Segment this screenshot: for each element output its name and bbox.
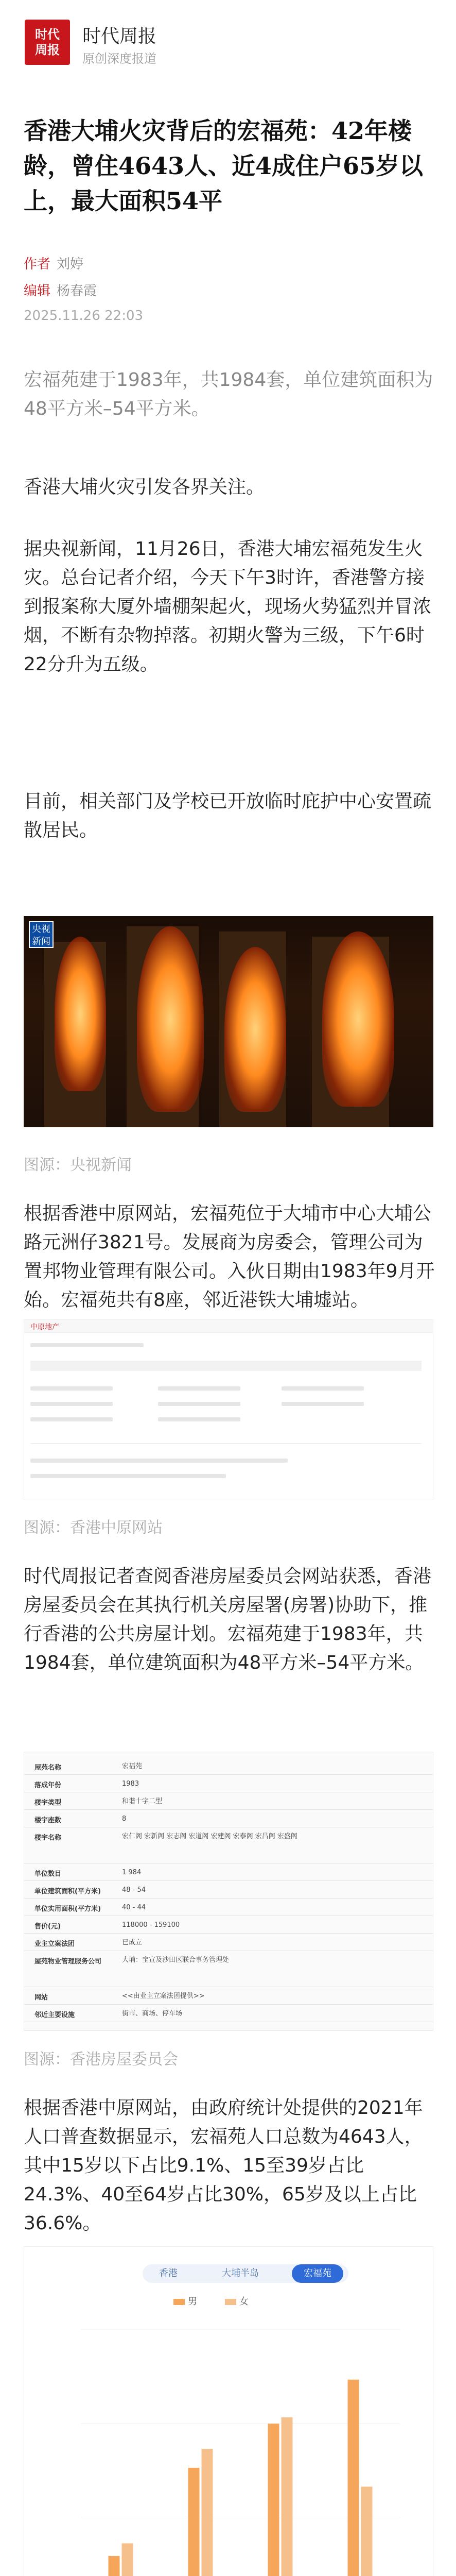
bar-女 <box>122 2544 133 2576</box>
row-label: 业主立案法团 <box>34 1940 75 1948</box>
fire-photo <box>24 916 433 1127</box>
legend-swatch <box>225 2299 236 2305</box>
text-line <box>30 1417 113 1421</box>
legend-swatch <box>173 2299 185 2305</box>
text-line <box>30 1343 144 1347</box>
row-label: 屋苑物业管理服务公司 <box>34 1958 102 1965</box>
table-row <box>24 1934 433 1951</box>
tab-wangfuk[interactable]: 宏福苑 <box>292 2264 343 2283</box>
divider <box>30 1443 422 1444</box>
table-row <box>24 1792 433 1810</box>
paragraph-5: 时代周报记者查阅香港房屋委员会网站获悉，香港房屋委员会在其执行机关房屋署(房署)协助下，推行香港的公共房屋计划。宏福苑建于1983年，共1984套，单位建筑面积为48平方米–54平方米。 <box>24 1566 432 1673</box>
table-row <box>24 1987 433 2005</box>
article-title: 香港大埔火灾背后的宏福苑：42年楼龄，曾住4643人、近4成住户65岁以上，最大面积54平 <box>24 117 424 215</box>
paragraph-4: 根据香港中原网站，宏福苑位于大埔市中心大埔公路元洲仔3821号。发展商为房委会，管理公司为置邦物业管理有限公司。入伙日期由1983年9月开始。宏福苑共有8座，邻近港铁大埔墟站。 <box>24 1203 435 1311</box>
table-row <box>24 1775 433 1792</box>
row-value: 40 - 44 <box>122 1904 146 1911</box>
caption-1: 图源：央视新闻 <box>24 1156 132 1174</box>
flame-shape <box>137 926 204 1112</box>
text-line <box>282 1386 364 1391</box>
flame-shape <box>55 937 106 1091</box>
population-chart-image <box>24 2246 433 2576</box>
text-line <box>158 1417 240 1421</box>
row-value: 48 - 54 <box>122 1886 146 1894</box>
legend-female <box>225 2294 249 2308</box>
region-tabs <box>143 2264 348 2283</box>
publish-date: 2025.11.26 22:03 <box>24 308 144 324</box>
row-value: 宏仁阁 宏新阁 宏志阁 宏道阁 宏建阁 宏泰阁 宏昌阁 宏盛阁 <box>122 1833 297 1840</box>
website-screenshot <box>24 1319 433 1500</box>
population-bar-chart <box>24 2314 433 2576</box>
paragraph-3: 目前，相关部门及学校已开放临时庇护中心安置疏散居民。 <box>24 791 432 841</box>
table-row <box>24 2005 433 2022</box>
row-value: 1 984 <box>122 1869 142 1876</box>
row-label: 楼宇名称 <box>34 1834 62 1842</box>
tab-taipo[interactable]: 大埔半岛 <box>222 2268 259 2279</box>
row-label: 单位实用面积(平方米) <box>34 1905 101 1913</box>
row-value: 已成立 <box>122 1939 143 1946</box>
paragraph-1: 香港大埔火灾引发各界关注。 <box>24 477 265 498</box>
text-line <box>30 1386 113 1391</box>
bar-男 <box>109 2556 120 2576</box>
row-label: 单位数目 <box>34 1870 62 1878</box>
row-label: 落成年份 <box>34 1782 62 1789</box>
source-logo: 时代 周报 <box>25 20 70 65</box>
author-name: 刘婷 <box>57 257 84 272</box>
site-topbar <box>24 1319 433 1333</box>
row-value: 大埔：宝宣及沙田区联合事务管理处 <box>122 1956 230 1964</box>
row-value: <<由业主立案法团提供>> <box>122 1992 205 2000</box>
table-row <box>24 1916 433 1934</box>
bar-男 <box>188 2468 200 2576</box>
table-row <box>24 1951 433 1987</box>
text-line <box>30 1402 113 1406</box>
source-name[interactable]: 时代周报 <box>82 26 157 47</box>
row-label: 单位建筑面积(平方米) <box>34 1888 101 1895</box>
row-label: 楼宇类型 <box>34 1799 62 1807</box>
site-brand: 中原地产 <box>30 1323 59 1331</box>
paragraph-2: 据央视新闻，11月26日，香港大埔宏福苑发生火灾。总台记者介绍，今天下午3时许，香港警方接到报案称大厦外墙棚架起火，现场火势猛烈并冒浓烟，不断有杂物掉落。初期火警为三级，下午6时22分升为五级。 <box>24 538 432 675</box>
flame-shape <box>322 931 394 1107</box>
row-label: 屋苑名称 <box>34 1764 62 1772</box>
editor-name: 杨春霞 <box>57 283 97 299</box>
site-tabbar <box>30 1361 422 1371</box>
table-row <box>24 1881 433 1899</box>
text-line <box>158 1402 240 1406</box>
caption-3: 图源：香港房屋委员会 <box>24 2050 178 2069</box>
table-row <box>24 1863 433 1881</box>
source-header[interactable] <box>21 15 435 82</box>
row-value: 街市、商场、停车场 <box>122 2010 183 2018</box>
table-row <box>24 1810 433 1827</box>
row-value: 8 <box>122 1815 127 1823</box>
row-label: 网站 <box>34 1994 48 2002</box>
text-line <box>282 1402 364 1406</box>
table-row <box>24 1899 433 1916</box>
row-value: 118000 - 159100 <box>122 1921 180 1929</box>
legend-male <box>173 2294 197 2308</box>
row-label: 邻近主要设施 <box>34 2011 75 2019</box>
editor-label: 编辑 <box>24 283 51 299</box>
estate-info-table <box>24 1752 433 2031</box>
author-label: 作者 <box>24 257 51 272</box>
bar-男 <box>348 2380 359 2576</box>
article-lead: 宏福苑建于1983年，共1984套，单位建筑面积为48平方米–54平方米。 <box>24 369 433 419</box>
table-row <box>24 1827 433 1863</box>
bar-女 <box>282 2417 293 2576</box>
editor-line <box>24 280 97 299</box>
legend-label: 女 <box>239 2296 249 2307</box>
bar-男 <box>268 2424 279 2576</box>
text-line <box>30 1459 288 1463</box>
cctv-logo: 央视 新闻 <box>29 921 54 948</box>
source-subtitle: 原创深度报道 <box>82 52 156 66</box>
bar-女 <box>361 2487 373 2576</box>
author-line <box>24 253 83 273</box>
bar-女 <box>202 2449 213 2576</box>
caption-2: 图源：香港中原网站 <box>24 1519 163 1537</box>
text-line <box>158 1386 240 1391</box>
paragraph-6: 根据香港中原网站，由政府统计处提供的2021年人口普查数据显示，宏福苑人口总数为4643人，其中15岁以下占比9.1%、15至39岁占比24.3%、40至64岁占比30%，65岁及以上占比36.6%。 <box>24 2097 423 2234</box>
legend-label: 男 <box>188 2296 197 2307</box>
row-label: 楼宇座数 <box>34 1817 62 1824</box>
row-value: 宏福苑 <box>122 1762 143 1770</box>
table-row <box>24 1757 433 1775</box>
row-label: 售价(元) <box>34 1923 61 1930</box>
row-value: 1983 <box>122 1780 139 1788</box>
row-value: 和谐十字二型 <box>122 1798 163 1805</box>
flame-shape <box>224 947 286 1112</box>
tab-hongkong[interactable]: 香港 <box>159 2268 178 2279</box>
text-line <box>30 1474 226 1478</box>
